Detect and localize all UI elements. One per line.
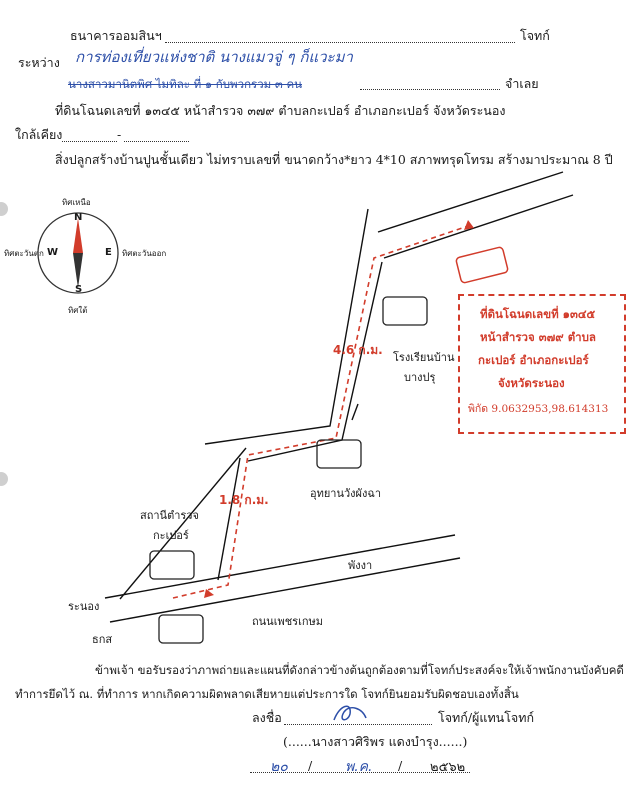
compass-e: E (105, 247, 112, 258)
police-label: สถานีตำรวจ (140, 509, 199, 522)
bank-label: ธกส (92, 633, 113, 646)
target-line1: ที่ดินโฉนดเลขที่ ๑๓๔๕ (480, 307, 596, 321)
target-line2: หน้าสำรวจ ๓๗๙ ตำบล (480, 330, 596, 344)
signer-name: (......นางสาวศิริพร แดงบำรุง......) (283, 734, 468, 749)
target-plot (456, 247, 509, 284)
compass-s: S (75, 284, 83, 295)
cert-line1: ข้าพเจ้า ขอรับรองว่าภาพถ่ายและแผนที่ดังกล่าวข้างต้นถูกต้องตามที่โจทก์ประสงค์จะให้เจ้าพนักงานบังคับคดี (95, 663, 624, 677)
sign-label: ลงชื่อ (252, 710, 282, 725)
distance-label: 4.6 ก.ม. (333, 343, 383, 357)
defendant-handwritten: การท่องเที่ยวแห่งชาติ นางแมวจู่ ๆ ก็แวะมา (75, 48, 353, 66)
property-line1: ที่ดินโฉนดเลขที่ ๑๓๔๕ หน้าสำรวจ ๓๗๙ ตำบลกะเปอร์ อำเภอกะเปอร์ จังหวัดระนอง (55, 103, 506, 118)
compass-north-label: ทิศเหนือ (62, 198, 91, 207)
defendant-label: จำเลย (505, 76, 539, 91)
road-edge (218, 458, 240, 580)
police-label-2: กะเปอร์ (153, 529, 189, 542)
road-edge (105, 535, 455, 598)
compass-west-label: ทิศตะวันตก (4, 249, 44, 258)
property-line2: สิ่งปลูกสร้างบ้านปูนชั้นเดียว ไม่ทราบเลขที่ ขนาดกว้าง*ยาว 4*10 สภาพทรุดโทรม สร้างมาประมาณ 8 ปี (55, 152, 613, 167)
signature-mark (330, 700, 370, 726)
between-label: ระหว่าง (18, 55, 60, 70)
ranong-label: ระนอง (68, 600, 100, 613)
defendant-struck: นางสาวมานิตพิศ ไมทิละ ที่ ๑ กับพวกรวม ๓ คน (68, 77, 302, 91)
compass-n: N (74, 212, 83, 223)
sign-role: โจทก์/ผู้แทนโจทก์ (438, 710, 535, 725)
distance-label: 1.8 ก.ม. (219, 493, 269, 507)
target-line3: กะเปอร์ อำเภอกะเปอร์ (478, 353, 589, 367)
bank-name: ธนาคารออมสินฯ (70, 28, 162, 43)
date-month: พ.ค. (345, 759, 373, 775)
nearby-separator: - (117, 127, 122, 142)
date-sep: / (398, 758, 403, 773)
highway-label: ถนนเพชรเกษม (252, 615, 324, 628)
road-edge (378, 172, 563, 232)
plaintiff-label: โจทก์ (520, 28, 550, 43)
school-label-2: บางปรุ (404, 371, 436, 384)
date-sep: / (308, 758, 313, 773)
school-building (383, 297, 427, 325)
route-line (173, 226, 468, 598)
road-edge (352, 404, 358, 420)
road-edge (384, 195, 573, 258)
date-day: ๒๐ (270, 759, 288, 775)
date-year: ๒๕๖๒ (430, 760, 466, 775)
cert-line2: ทำการยึดไว้ ณ. ที่ทำการ หากเกิดความผิดพลาดเสียหายแต่ประการใด โจทก์ยินยอมรับผิดชอบเองทั้งสิ้น (15, 687, 519, 701)
compass-south-label: ทิศใต้ (68, 306, 88, 315)
park-label: อุทยานวังผังฉา (310, 487, 382, 500)
target-line4: จังหวัดระนอง (498, 376, 565, 390)
target-coords: พิกัด 9.0632953,98.614313 (468, 403, 609, 415)
nearby-label: ใกล้เคียง (15, 127, 63, 142)
school-label: โรงเรียนบ้าน (393, 351, 455, 364)
road-edge (205, 209, 368, 444)
compass-w: W (47, 247, 59, 258)
route-arrow-icon (204, 589, 214, 598)
compass-east-label: ทิศตะวันออก (122, 249, 167, 258)
bank-building (159, 615, 203, 643)
road-edge (248, 262, 382, 461)
phangnga-label: พังงา (348, 559, 373, 572)
target-info-box (458, 294, 626, 434)
